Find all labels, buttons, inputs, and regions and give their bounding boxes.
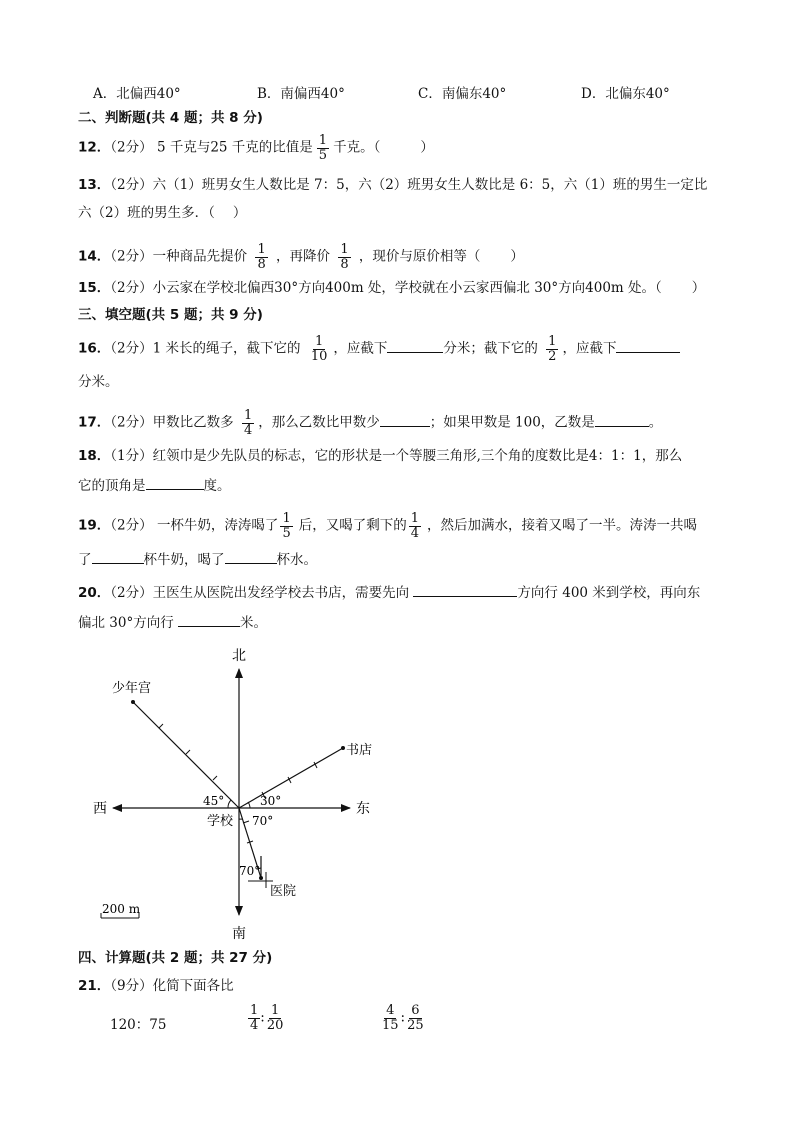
ratio-colon: :: [260, 1009, 265, 1026]
north-label: 北: [232, 648, 246, 664]
question-text: ，再降价: [276, 248, 331, 265]
question-text: 了: [78, 552, 92, 568]
angle-45-arc: [228, 800, 231, 808]
question-text: 分米；截下它的: [443, 340, 538, 357]
section-calc-heading: 四、计算题(共 2 题；共 27 分): [78, 950, 273, 966]
answer-blank[interactable]: [225, 549, 277, 564]
option-c: C．南偏东40°: [418, 86, 507, 102]
close-paren: ）: [510, 248, 524, 265]
hospital-label: 医院: [270, 884, 297, 899]
question-text: ，现价与原价相等（: [358, 248, 481, 265]
question-21: [78, 976, 234, 996]
question-text: 。: [648, 414, 663, 431]
question-number: 20．: [78, 585, 111, 601]
bookstore-point: [341, 746, 345, 750]
youth-palace-route: [133, 702, 239, 808]
close-paren: ）: [420, 139, 434, 156]
youth-palace-point: [131, 700, 135, 704]
question-15: [78, 278, 705, 298]
fraction: $\frac{1}{20}$: [266, 1003, 284, 1033]
angle-70a-label: 70°: [252, 814, 274, 828]
question-number: 21．: [78, 978, 111, 994]
option-b: B．南偏西40°: [257, 86, 345, 102]
question-text: 米。: [240, 615, 268, 631]
section-judge-heading: 二、判断题(共 4 题；共 8 分): [78, 110, 263, 126]
question-text: 千克。（: [333, 139, 381, 156]
question-score: （2分）: [110, 280, 153, 296]
question-text: 偏北 30°方向行: [78, 615, 174, 631]
question-number: 13．: [78, 177, 111, 193]
youth-palace-label: 少年宫: [112, 681, 152, 696]
question-16-line2: 分米。: [78, 374, 119, 390]
question-text: 它的顶角是: [78, 478, 146, 494]
answer-blank[interactable]: [595, 412, 649, 427]
question-text: 方向行 400 米到学校，再向东: [517, 585, 701, 601]
question-text: 六（2）班的男生多．（: [78, 205, 215, 221]
fraction: $\frac{1}{4}$: [410, 511, 419, 541]
angle-45-label: 45°: [203, 794, 225, 808]
answer-blank[interactable]: [616, 338, 680, 353]
answer-blank[interactable]: [380, 412, 430, 427]
bookstore-route: [239, 748, 343, 808]
answer-blank[interactable]: [92, 549, 144, 564]
question-12: [78, 134, 434, 162]
fraction: $\frac{1}{5}$: [282, 511, 291, 541]
question-score: （2分）: [110, 414, 153, 431]
question-score: （2分）: [110, 139, 153, 156]
question-text: 度。: [203, 478, 231, 494]
question-number: 15．: [78, 280, 111, 296]
question-text: 小云家在学校北偏西30°方向400m 处，学校就在小云家西偏北 30°方向400m 处。（: [152, 280, 662, 296]
question-score: （2分）: [110, 340, 153, 357]
option-a: A．北偏西40°: [93, 86, 181, 102]
question-score: （2分）: [110, 248, 153, 265]
question-number: 17．: [78, 414, 111, 431]
question-number: 14．: [78, 248, 111, 265]
east-label: 东: [356, 801, 370, 817]
question-text: 杯水。: [276, 552, 317, 568]
question-text: ，应截下: [562, 340, 617, 357]
question-number: 19．: [78, 517, 111, 534]
angle-30-arc: [248, 802, 250, 808]
question-score: （2分）: [110, 177, 153, 193]
angle-30-label: 30°: [260, 794, 282, 808]
angle-70b-label: 70°: [239, 864, 261, 878]
question-text: 甲数比乙数多: [152, 414, 234, 431]
question-text: 1 米长的绳子，截下它的: [152, 340, 301, 357]
question-text: 一杯牛奶，涛涛喝了: [156, 517, 279, 534]
question-number: 18．: [78, 448, 111, 464]
answer-blank[interactable]: [178, 612, 240, 627]
answer-blank[interactable]: [413, 582, 517, 597]
question-18: [78, 446, 682, 466]
question-text: 后，又喝了剩下的: [298, 517, 407, 534]
question-score: （1分）: [110, 448, 153, 464]
fraction: $\frac{1}{8}$: [257, 242, 266, 272]
question-13-line2: [78, 203, 246, 223]
ratio-2: [248, 1004, 285, 1032]
question-text: ；如果甲数是 100，乙数是: [429, 414, 595, 431]
ratio-3: [380, 1004, 426, 1032]
question-text: ，然后加满水，接着又喝了一半。涛涛一共喝: [427, 517, 697, 534]
bookstore-label: 书店: [346, 743, 373, 758]
question-13: [78, 175, 707, 195]
youth-palace-ticks: [159, 724, 217, 780]
option-d: D．北偏东40°: [581, 86, 670, 102]
south-label: 南: [232, 926, 246, 942]
scale-label: 200 m: [102, 902, 141, 916]
question-text: 王医生从医院出发经学校去书店，需要先向: [152, 585, 410, 601]
question-17: [78, 409, 662, 437]
question-text: ，那么乙数比甲数少: [258, 414, 380, 431]
question-18-line2: [78, 475, 231, 496]
question-text: 5 千克与25 千克的比值是: [156, 139, 313, 156]
fraction: $\frac{6}{25}$: [407, 1003, 424, 1033]
close-paren: ）: [232, 205, 247, 221]
question-text: 红领巾是少先队员的标志，它的形状是一个等腰三角形,三个角的度数比是4：1：1，那么: [152, 448, 683, 464]
question-20: [78, 582, 700, 603]
question-score: （9分）: [110, 978, 153, 994]
fraction: $\frac{1}{10}$: [310, 334, 328, 364]
answer-blank[interactable]: [146, 475, 204, 490]
question-text: 化简下面各比: [152, 978, 234, 994]
question-text: 六（1）班男女生人数比是 7：5，六（2）班男女生人数比是 6：5，六（1）班的男生一定比: [152, 177, 708, 193]
question-19-line2: [78, 549, 317, 570]
fraction: $\frac{4}{15}$: [382, 1003, 399, 1033]
fraction: $\frac{1}{8}$: [340, 242, 349, 272]
question-14: [78, 243, 524, 271]
ratio-colon: :: [400, 1009, 406, 1026]
question-19: [78, 512, 697, 540]
school-label: 学校: [207, 814, 234, 829]
question-score: （2分）: [110, 585, 153, 601]
direction-map: [80, 642, 400, 942]
question-number: 16．: [78, 340, 111, 357]
fraction: $\frac{1}{4}$: [250, 1003, 259, 1033]
ratio-1: 120：75: [110, 1017, 167, 1033]
question-text: 一种商品先提价: [152, 248, 248, 265]
question-text: 杯牛奶，喝了: [143, 552, 225, 568]
question-score: （2分）: [110, 517, 153, 534]
answer-blank[interactable]: [387, 338, 443, 353]
close-paren: ）: [691, 280, 706, 296]
fraction: $\frac{1}{5}$: [318, 133, 328, 163]
west-label: 西: [93, 801, 107, 817]
question-number: 12．: [78, 139, 111, 156]
section-fill-heading: 三、填空题(共 5 题；共 9 分): [78, 307, 263, 323]
question-16: [78, 335, 680, 363]
fraction: $\frac{1}{4}$: [243, 408, 253, 438]
fraction: $\frac{1}{2}$: [548, 334, 557, 364]
question-text: ，应截下: [333, 340, 388, 357]
question-20-line2: [78, 612, 267, 633]
